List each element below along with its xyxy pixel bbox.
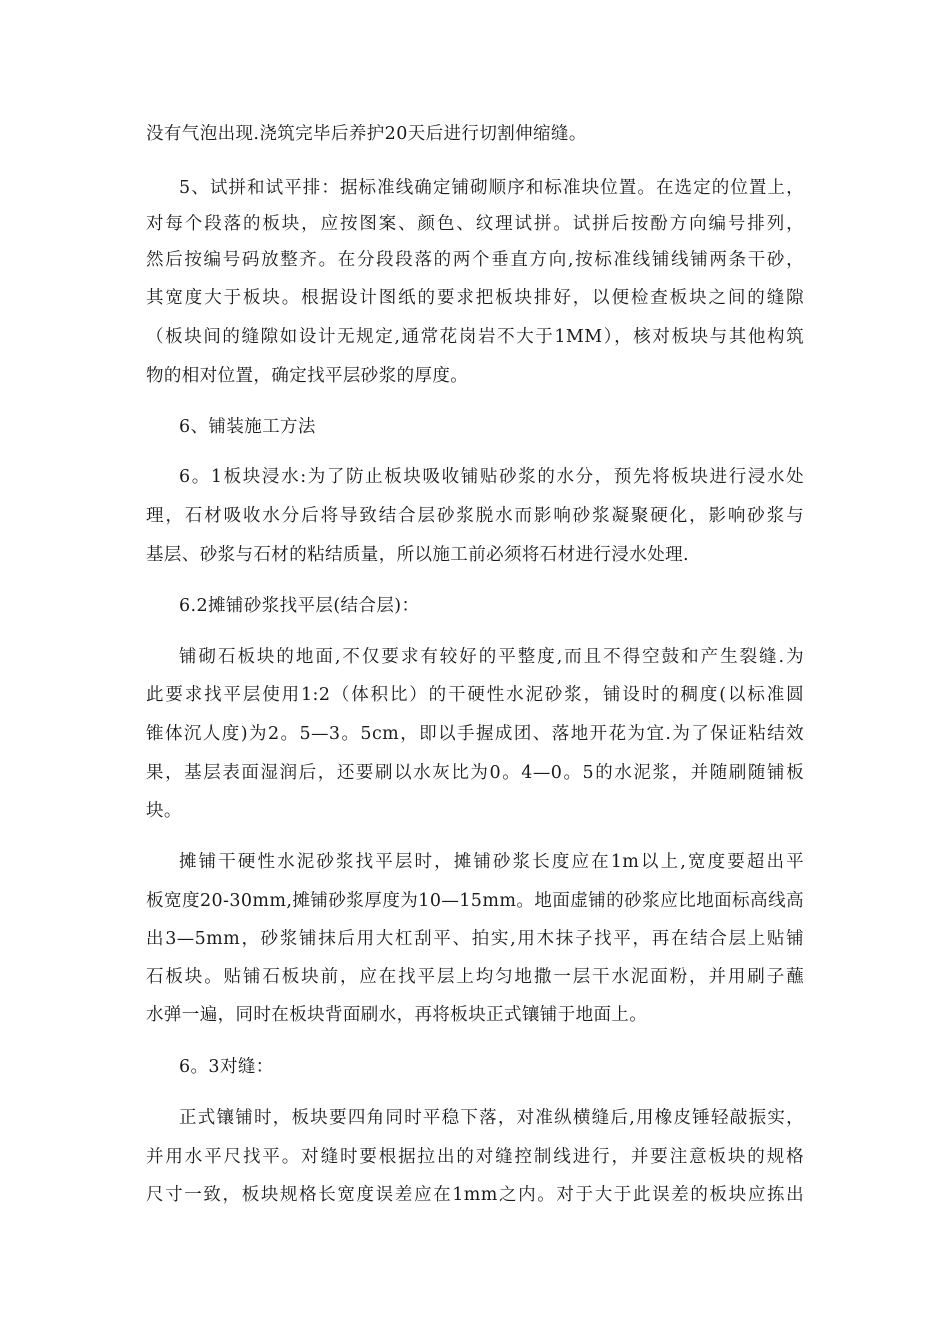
paragraph-line: 6。1板块浸水:为了防止板块吸收铺贴砂浆的水分，预先将板块进行浸水处	[179, 467, 804, 487]
paragraph-line: 果，基层表面湿润后，还要刷以水灰比为0。4—0。5的水泥浆，并随刷随铺板	[146, 763, 804, 783]
paragraph-line: 没有气泡出现.浇筑完毕后养护20天后进行切割伸缩缝。	[146, 124, 587, 144]
paragraph-line: 石板块。贴铺石板块前，应在找平层上均匀地撒一层干水泥面粉，并用刷子蘸	[146, 967, 804, 987]
section-heading: 6。3对缝：	[179, 1057, 274, 1077]
paragraph-line: 水弹一遍，同时在板块背面刷水，再将板块正式镶铺于地面上。	[146, 1005, 648, 1025]
paragraph-line: 其宽度大于板块。根据设计图纸的要求把板块排好，以便检查板块之间的缝隙	[146, 288, 804, 308]
paragraph-line: 并用水平尺找平。对缝时要根据拉出的对缝控制线进行，并要注意板块的规格	[146, 1147, 804, 1167]
paragraph-line: 摊铺干硬性水泥砂浆找平层时，摊铺砂浆长度应在1m以上,宽度要超出平	[179, 852, 804, 872]
paragraph-line: 出3—5mm，砂浆铺抹后用大杠刮平、拍实,用木抹子找平，再在结合层上贴铺	[146, 929, 804, 949]
paragraph-line: 基层、砂浆与石材的粘结质量，所以施工前必须将石材进行浸水处理.	[146, 545, 689, 565]
paragraph-line: 铺砌石板块的地面,不仅要求有较好的平整度,而且不得空鼓和产生裂缝.为	[179, 647, 804, 667]
paragraph-line: 然后按编号码放整齐。在分段段落的两个垂直方向,按标准线铺线铺两条干砂，	[146, 250, 804, 270]
paragraph-line: （板块间的缝隙如设计无规定,通常花岗岩不大于1MM），核对板块与其他构筑	[146, 327, 804, 347]
section-heading: 6.2摊铺砂浆找平层(结合层)：	[179, 596, 420, 616]
paragraph-line: 锥体沉人度)为2。5—3。5cm，即以手握成团、落地开花为宜.为了保证粘结效	[146, 724, 804, 744]
paragraph-line: 物的相对位置，确定找平层砂浆的厚度。	[146, 366, 469, 386]
paragraph-line: 尺寸一致，板块规格长宽度误差应在1mm之内。对于大于此误差的板块应拣出	[146, 1185, 804, 1205]
paragraph-line: 理，石材吸收水分后将导致结合层砂浆脱水而影响砂浆凝聚硬化，影响砂浆与	[146, 506, 804, 526]
paragraph-line: 块。	[146, 801, 182, 821]
paragraph-line: 此要求找平层使用1:2（体积比）的干硬性水泥砂浆，铺设时的稠度(以标准圆	[146, 685, 804, 705]
paragraph-line: 板宽度20-30mm,摊铺砂浆厚度为10—15mm。地面虚铺的砂浆应比地面标高线高	[146, 891, 804, 911]
section-heading: 6、铺装施工方法	[179, 417, 316, 437]
paragraph-line: 正式镶铺时，板块要四角同时平稳下落，对准纵横缝后,用橡皮锤轻敲振实，	[179, 1108, 804, 1128]
paragraph-line: 5、试拼和试平排：据标准线确定铺砌顺序和标准块位置。在选定的位置上，	[179, 178, 804, 198]
paragraph-line: 对每个段落的板块，应按图案、颜色、纹理试拼。试拼后按酚方向编号排列，	[146, 214, 804, 234]
